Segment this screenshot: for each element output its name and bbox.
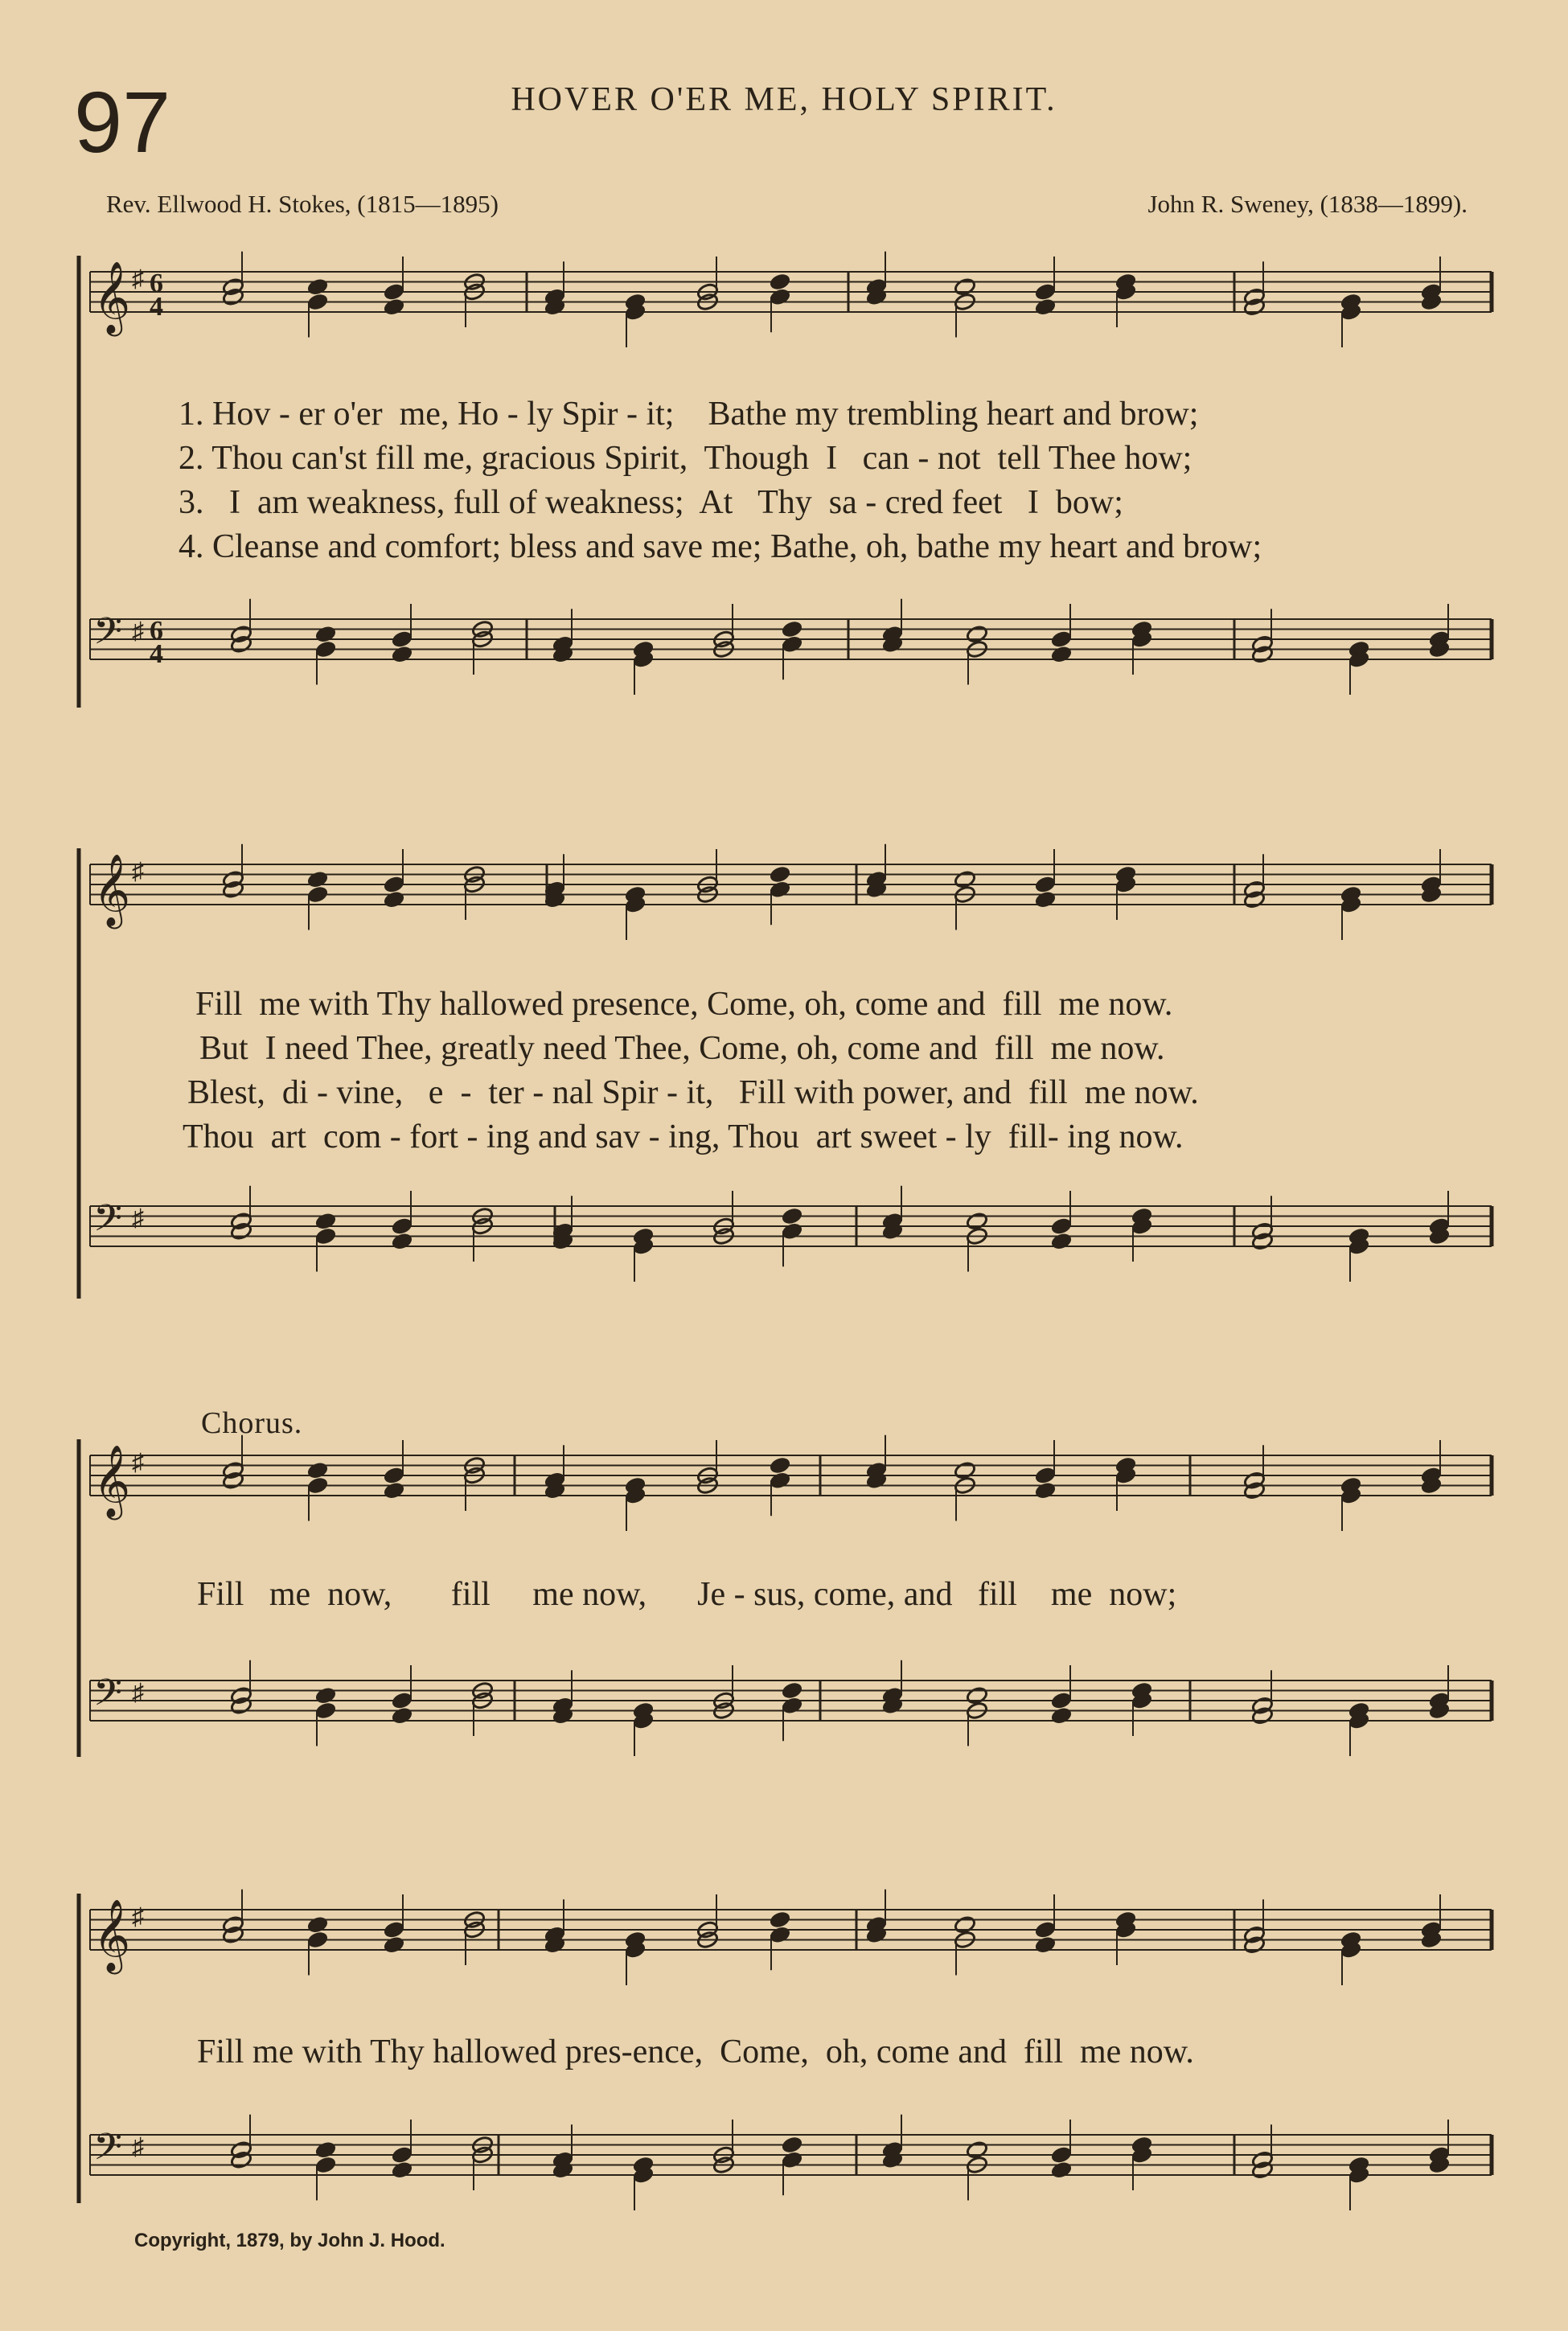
note-head (781, 1207, 803, 1226)
note-head (781, 2136, 803, 2155)
note-head (769, 273, 791, 292)
treble-clef-icon: 𝄞 (93, 1900, 131, 1970)
note-head (383, 1466, 405, 1485)
note-head (1034, 1935, 1057, 1955)
lyric-line: Blest, di - vine, e - ter - nal Spir - it, Fill with power, and fill me now. (187, 1074, 1199, 1111)
note-head (383, 298, 405, 317)
note-head (1050, 2161, 1073, 2180)
note-head (954, 1461, 976, 1480)
time-signature-bottom: 4 (150, 292, 163, 322)
note-head (391, 1706, 413, 1726)
note-head (954, 277, 976, 297)
note-head (769, 880, 791, 899)
note-head (314, 2140, 337, 2160)
note-head (1034, 1920, 1057, 1939)
time-signature-top: 6 (150, 269, 163, 298)
key-signature-sharp-icon: ♯ (132, 618, 144, 645)
note-head (383, 282, 405, 302)
note-head (781, 1681, 803, 1701)
key-signature-sharp-icon: ♯ (132, 2133, 144, 2161)
note-head (1034, 890, 1057, 909)
note-head (391, 2145, 413, 2165)
note-head (769, 287, 791, 306)
note-head (314, 625, 337, 644)
note-head (391, 1232, 413, 1251)
time-signature-bottom: 4 (150, 639, 163, 669)
bass-clef-icon: 𝄢 (93, 1198, 123, 1249)
note-head (306, 277, 329, 297)
note-head (1050, 1691, 1073, 1710)
treble-clef-icon: 𝄞 (93, 1446, 131, 1516)
copyright-notice: Copyright, 1879, by John J. Hood. (134, 2230, 445, 2251)
lyric-line: 3. I am weakness, full of weakness; At Thy sa - cred feet I bow; (179, 484, 1123, 521)
composer-credit: John R. Sweney, (1838—1899). (1147, 190, 1467, 218)
bass-clef-icon: 𝄢 (93, 611, 123, 662)
lyric-line: Fill me now, fill me now, Je - sus, come, and fill me now; (197, 1576, 1177, 1613)
note-head (1034, 1481, 1057, 1500)
chorus-label: Chorus. (201, 1406, 303, 1440)
note-head (383, 875, 405, 894)
note-head (306, 1931, 329, 1950)
note-head (966, 1686, 988, 1705)
treble-clef-icon: 𝄞 (93, 855, 131, 925)
note-head (383, 1920, 405, 1939)
note-head (306, 1476, 329, 1496)
note-head (781, 2150, 803, 2169)
note-head (391, 630, 413, 649)
note-head (314, 1227, 337, 1246)
note-head (314, 1212, 337, 1231)
note-head (954, 1915, 976, 1935)
hymn-title: HOVER O'ER ME, HOLY SPIRIT. (511, 81, 1057, 118)
key-signature-sharp-icon: ♯ (132, 265, 144, 293)
note-head (314, 1701, 337, 1721)
note-head (314, 1686, 337, 1705)
note-head (391, 2161, 413, 2180)
note-head (383, 890, 405, 909)
lyric-line: 4. Cleanse and comfort; bless and save me; Bathe, oh, bathe my heart and brow; (179, 528, 1262, 565)
note-head (1050, 645, 1073, 664)
note-head (1034, 1466, 1057, 1485)
note-head (1034, 282, 1057, 302)
note-head (954, 870, 976, 889)
lyric-line: Fill me with Thy hallowed pres-ence, Come, oh, come and fill me now. (197, 2033, 1194, 2070)
note-head (781, 1696, 803, 1715)
key-signature-sharp-icon: ♯ (132, 1449, 144, 1476)
note-head (306, 293, 329, 312)
key-signature-sharp-icon: ♯ (132, 1204, 144, 1232)
note-head (1050, 2145, 1073, 2165)
note-head (391, 1217, 413, 1236)
key-signature-sharp-icon: ♯ (132, 1903, 144, 1931)
lyric-line: 1. Hov - er o'er me, Ho - ly Spir - it; Bathe my trembling heart and brow; (179, 396, 1199, 433)
lyric-line: Thou art com - fort - ing and sav - ing, Thou art sweet - ly fill- ing now. (183, 1118, 1184, 1155)
note-head (306, 870, 329, 889)
note-head (1050, 630, 1073, 649)
note-head (391, 1691, 413, 1710)
lyric-line: 2. Thou can'st fill me, gracious Spirit, Though I can - not tell Thee how; (179, 440, 1192, 477)
time-signature-top: 6 (150, 616, 163, 646)
note-head (306, 885, 329, 905)
note-head (769, 1471, 791, 1490)
note-head (966, 1212, 988, 1231)
note-head (781, 620, 803, 639)
note-head (391, 645, 413, 664)
note-head (314, 2156, 337, 2175)
note-head (1034, 875, 1057, 894)
note-head (306, 1461, 329, 1480)
note-head (1050, 1232, 1073, 1251)
key-signature-sharp-icon: ♯ (132, 858, 144, 885)
key-signature-sharp-icon: ♯ (132, 1679, 144, 1706)
note-head (1050, 1217, 1073, 1236)
bass-clef-icon: 𝄢 (93, 2127, 123, 2177)
note-head (769, 1456, 791, 1475)
note-head (781, 1221, 803, 1241)
note-head (769, 1925, 791, 1944)
note-head (769, 865, 791, 884)
treble-clef-icon: 𝄞 (93, 262, 131, 332)
note-head (383, 1481, 405, 1500)
note-head (1050, 1706, 1073, 1726)
bass-clef-icon: 𝄢 (93, 1672, 123, 1723)
note-head (966, 2140, 988, 2160)
hymn-number: 97 (74, 73, 171, 170)
note-head (383, 1935, 405, 1955)
author-credit: Rev. Ellwood H. Stokes, (1815—1895) (106, 190, 499, 218)
lyric-line: But I need Thee, greatly need Thee, Come, oh, come and fill me now. (199, 1030, 1165, 1067)
note-head (306, 1915, 329, 1935)
note-head (1034, 298, 1057, 317)
note-head (781, 634, 803, 654)
note-head (314, 640, 337, 659)
lyric-line: Fill me with Thy hallowed presence, Come, oh, come and fill me now. (195, 986, 1173, 1023)
note-head (769, 1910, 791, 1930)
note-head (966, 625, 988, 644)
